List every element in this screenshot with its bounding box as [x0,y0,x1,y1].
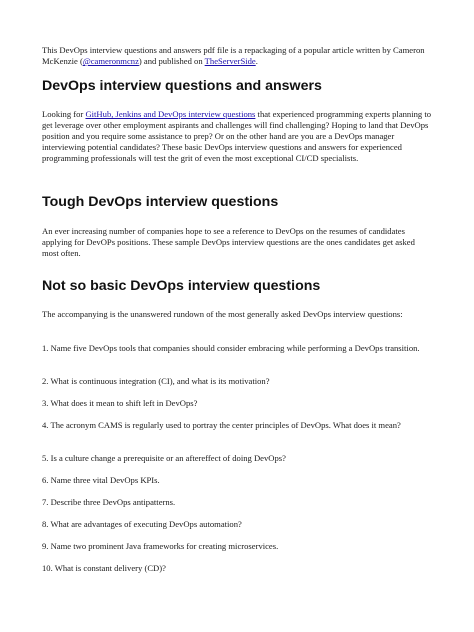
github-jenkins-devops-link[interactable]: GitHub, Jenkins and DevOps interview questions [85,109,256,119]
section-paragraph [42,109,432,164]
intro-text: . [255,56,258,67]
paragraph-text: that experienced programming experts planning to get leverage over other employment aspirants and challenges will find challenging? Hoping to land that DevOps position and you require some assistance to prep? Or on the other hand are you are a DevOps manager interviewing potential candidates? These basic DevOps interview questions and answers for experienced programming professionals will test the grit of even the most exceptional CI/CD specialists. [42,109,432,164]
section-heading: Tough DevOps interview questions [42,194,279,210]
question-item: 9. Name two prominent Java frameworks for creating microservices. [42,541,279,551]
question-item: 10. What is constant delivery (CD)? [42,563,166,573]
question-item: 4. The acronym CAMS is regularly used to portray the center principles of DevOps. What does it mean? [42,420,401,430]
section-paragraph: The accompanying is the unanswered rundown of the most generally asked DevOps interview questions: [42,309,403,319]
question-item: 5. Is a culture change a prerequisite or an aftereffect of doing DevOps? [42,453,286,463]
intro-text: This DevOps interview questions and answers pdf file is a repackaging of a popular article written by Cameron McKenzie ( [42,45,425,67]
question-item: 6. Name three vital DevOps KPIs. [42,475,160,485]
section-heading: DevOps interview questions and answers [42,78,322,94]
cameron-twitter-link[interactable]: @cameronmcnz [82,56,139,67]
question-item: 3. What does it mean to shift left in DevOps? [42,398,198,408]
question-item: 8. What are advantages of executing DevOps automation? [42,519,242,529]
intro-paragraph [42,45,432,67]
question-item: 7. Describe three DevOps antipatterns. [42,497,176,507]
section-paragraph: An ever increasing number of companies hope to see a reference to DevOps on the resumes of candidates applying for DevOPs positions. These sample DevOps interview questions are the ones candidates get asked most often. [42,226,415,259]
question-item: 1. Name five DevOps tools that companies should consider embracing while performing a DevOps transition. [42,343,420,353]
section-heading: Not so basic DevOps interview questions [42,278,321,294]
paragraph-text: Looking for [42,109,86,119]
intro-text: ) and published on [138,56,205,67]
question-item: 2. What is continuous integration (CI), and what is its motivation? [42,376,270,386]
theserverside-link[interactable]: TheServerSide [204,56,256,67]
